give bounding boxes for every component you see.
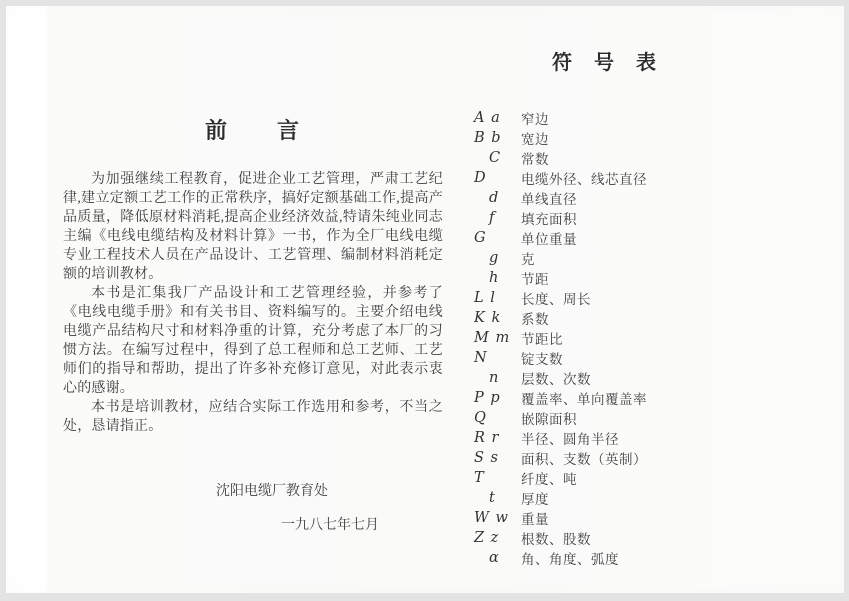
preface-body: [63, 170, 443, 436]
symbol-meaning: 嵌隙面积: [521, 412, 577, 427]
symbol-table-page: [474, 50, 804, 568]
symbol-row: [474, 148, 804, 168]
symbol: h: [489, 270, 500, 286]
symbol: P p: [474, 390, 501, 406]
symbol-row: [474, 228, 804, 248]
preface-signature: 沈阳电缆厂教育处: [216, 484, 328, 499]
symbol-row: [474, 328, 804, 348]
symbol: L l: [474, 290, 496, 306]
symbol: Z z: [474, 530, 500, 546]
symbol-row: [474, 348, 804, 368]
symbol-row: [474, 128, 804, 148]
symbol-meaning: 重量: [521, 512, 549, 527]
symbol: g: [489, 250, 500, 266]
preface-date: 一九八七年七月: [281, 518, 379, 533]
symbol-meaning: 层数、次数: [521, 372, 591, 387]
symbol-meaning: 角、角度、弧度: [521, 552, 619, 567]
symbol-row: [474, 108, 804, 128]
symbol: Q: [474, 410, 487, 426]
symbol: n: [489, 370, 500, 386]
symbol-meaning: 锭支数: [521, 352, 563, 367]
symbol-list: [474, 108, 804, 568]
symbol-row: [474, 368, 804, 388]
preface-paragraph-1: 为加强继续工程教育，促进企业工艺管理，严肃工艺纪律,建立定额工艺工作的正常秩序，搞好定额基础工作,提高产品质量，降低原材料消耗,提高企业经济效益,特请朱纯业同志主编《电线电缆结构及材料计算》一书，作为全厂电线电缆专业工程技术人员在产品设计、工艺管理、编制材料消耗定额的培训教材。: [63, 172, 443, 282]
symbol-meaning: 覆盖率、单向覆盖率: [521, 392, 647, 407]
symbol-row: [474, 468, 804, 488]
symbol-row: [474, 248, 804, 268]
symbol-meaning: 厚度: [521, 492, 549, 507]
symbol-row: [474, 548, 804, 568]
symbol-meaning: 单位重量: [521, 232, 577, 247]
symbol-row: [474, 208, 804, 228]
scanned-page-background: [6, 6, 844, 593]
symbol: A a: [474, 110, 501, 126]
symbol: R r: [474, 430, 500, 446]
symbol-meaning: 纤度、吨: [521, 472, 577, 487]
symbol-row: [474, 268, 804, 288]
symbol-meaning: 填充面积: [521, 212, 577, 227]
symbol: W w: [474, 510, 509, 526]
symbol: f: [489, 210, 496, 226]
symbol-meaning: 电缆外径、线芯直径: [521, 172, 647, 187]
symbol-meaning: 节距比: [521, 332, 563, 347]
symbol-row: [474, 528, 804, 548]
symbol-meaning: 克: [521, 252, 535, 267]
symbol-meaning: 面积、支数（英制）: [521, 452, 647, 467]
preface-paragraph-3: 本书是培训教材，应结合实际工作选用和参考，不当之处，恳请指正。: [63, 400, 443, 434]
symbol-row: [474, 388, 804, 408]
symbol-meaning: 根数、股数: [521, 532, 591, 547]
symbol-row: [474, 188, 804, 208]
symbol-row: [474, 168, 804, 188]
symbol-meaning: 节距: [521, 272, 549, 287]
symbol: N: [474, 350, 488, 366]
symbol-meaning: 系数: [521, 312, 549, 327]
preface-paragraph-2: 本书是汇集我厂产品设计和工艺管理经验，并参考了《电线电缆手册》和有关书目、资料编写的。主要介绍电线电缆产品结构尺寸和材料净重的计算，充分考虑了本厂的习惯方法。在编写过程中，得到了总工程师和总工艺师、工艺师们的指导和帮助，提出了许多补充修订意见，对此表示衷心的感谢。: [63, 286, 443, 396]
symbol-meaning: 常数: [521, 152, 549, 167]
symbol-table-title: 符 号 表: [552, 52, 657, 74]
symbol-row: [474, 428, 804, 448]
symbol: d: [489, 190, 500, 206]
symbol-meaning: 窄边: [521, 112, 549, 127]
symbol-row: [474, 308, 804, 328]
symbol-meaning: 宽边: [521, 132, 549, 147]
symbol-row: [474, 288, 804, 308]
symbol: t: [489, 490, 496, 506]
symbol-row: [474, 488, 804, 508]
symbol-meaning: 半径、圆角半径: [521, 432, 619, 447]
symbol-row: [474, 448, 804, 468]
symbol: C: [489, 150, 502, 166]
symbol: B b: [474, 130, 502, 146]
symbol-row: [474, 408, 804, 428]
symbol-meaning: 长度、周长: [521, 292, 591, 307]
symbol: S s: [474, 450, 499, 466]
symbol: α: [489, 550, 500, 566]
symbol: G: [474, 230, 487, 246]
symbol-row: [474, 508, 804, 528]
symbol-meaning: 单线直径: [521, 192, 577, 207]
symbol: D: [474, 170, 487, 186]
symbol: K k: [474, 310, 502, 326]
symbol: T: [474, 470, 485, 486]
preface-page: [63, 118, 443, 534]
preface-title: 前 言: [204, 118, 301, 143]
symbol: M m: [474, 330, 511, 346]
